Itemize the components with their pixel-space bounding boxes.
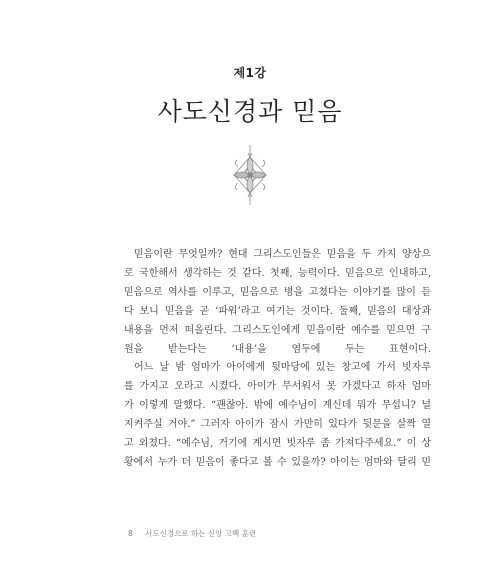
- running-title: 사도신경으로 하는 신앙 고백 훈련: [145, 529, 257, 538]
- page-number: 8: [128, 529, 133, 538]
- paragraph-2: [124, 359, 431, 472]
- chapter-label: 제1강: [233, 66, 267, 80]
- text-line: 가 이렇게 말했다. “괜찮아. 밖에 예수님이 계신데 뭐가 무섭니? 널: [124, 400, 431, 412]
- body-text: [124, 246, 431, 473]
- text-line: 를 가지고 오라고 시켰다. 아이가 무서워서 못 가겠다고 하자 엄마: [124, 381, 431, 393]
- text-line: 지켜주실 거야.” 그러자 아이가 잠시 가만히 있다가 뒷문을 살짝 열: [124, 419, 431, 431]
- text-line: 다 보니 믿음을 곧 ‘파워’라고 여기는 것이다. 둘째, 믿음의 대상과: [124, 305, 431, 317]
- page-footer: [128, 528, 256, 539]
- text-line: 원을 받는다는 ‘내용’을 염두에 두는 표현이다.: [124, 343, 431, 355]
- text-line: 믿음이란 무엇일까? 현대 그리스도인들은 믿음을 두 가지 양상으: [134, 249, 431, 260]
- text-line: 믿음으로 역사를 이루고, 믿음으로 병을 고쳤다는 이야기를 많이 듣: [124, 286, 431, 298]
- text-line: 로 국한해서 생각하는 것 같다. 첫째, 능력이다. 믿음으로 인내하고,: [124, 267, 431, 279]
- text-line: 어느 날 밤 엄마가 아이에게 뒷마당에 있는 창고에 가서 빗자루: [134, 362, 431, 374]
- text-line: 황에서 누가 더 믿음이 좋다고 볼 수 있을까? 아이는 엄마와 달리 믿: [124, 456, 431, 468]
- text-line: 고 외쳤다. “예수님, 거기에 계시면 빗자루 좀 가져다주세요.” 이 상: [124, 438, 431, 450]
- text-line: 내용을 먼저 떠올린다. 그리스도인에게 믿음이란 예수를 믿으면 구: [124, 324, 431, 336]
- paragraph-1: [124, 246, 431, 359]
- chapter-title: 사도신경과 믿음: [157, 97, 343, 126]
- diamond-flourish-icon: [229, 143, 271, 207]
